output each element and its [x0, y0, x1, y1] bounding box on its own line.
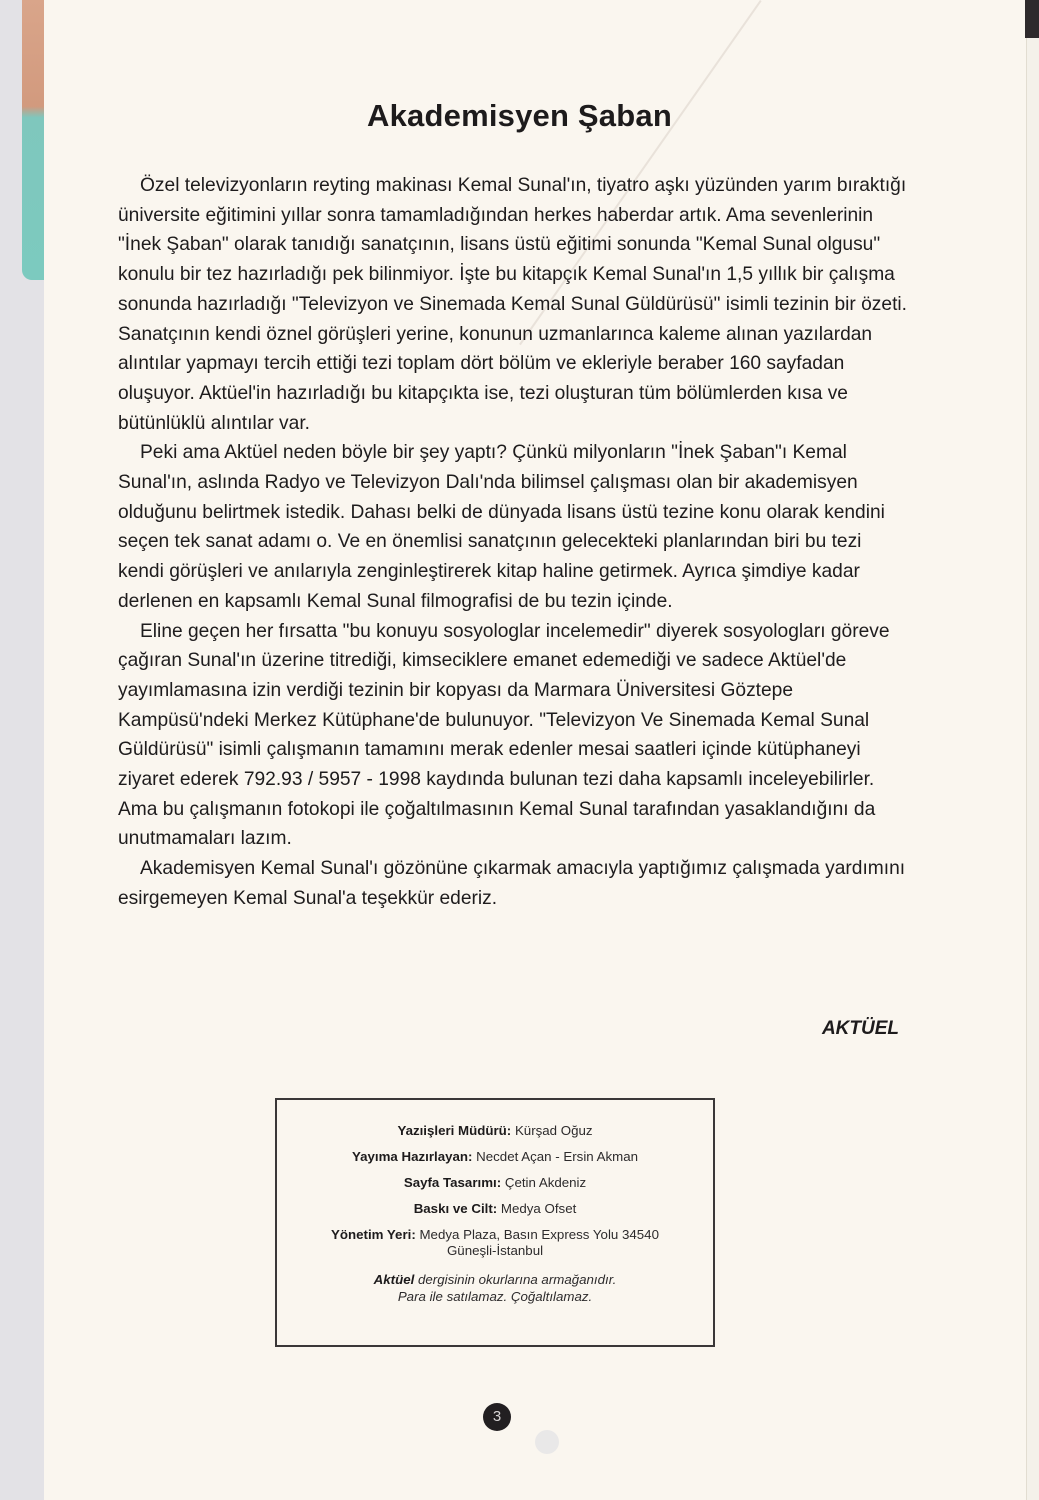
page-right-edge: [1026, 0, 1039, 1500]
note-line-1: dergisinin okurlarına armağanıdır.: [418, 1272, 617, 1287]
credit-label: Yayıma Hazırlayan:: [351, 1149, 473, 1164]
article-signature: AKTÜEL: [821, 1018, 899, 1039]
credit-value: Necdet Açan - Ersin Akman: [476, 1149, 639, 1164]
credit-page-design: [277, 1175, 713, 1191]
note-brand: Aktüel: [373, 1272, 415, 1287]
article-body: [118, 171, 910, 914]
credit-value: Medya Plaza, Basın Express Yolu 34540: [419, 1227, 659, 1242]
article-title: Akademisyen Şaban: [367, 98, 672, 133]
credit-value: Medya Ofset: [500, 1201, 577, 1216]
credit-value: Çetin Akdeniz: [504, 1175, 587, 1190]
credits-note: [277, 1271, 713, 1305]
credit-label: Yönetim Yeri:: [331, 1227, 416, 1242]
credit-value-line2: Güneşli-İstanbul: [446, 1243, 544, 1258]
credit-label: Baskı ve Cilt:: [413, 1201, 498, 1216]
credit-label: Sayfa Tasarımı:: [403, 1175, 502, 1190]
paragraph-3: Eline geçen her fırsatta "bu konuyu sosyologlar incelemedir" diyerek sosyologları göreve çağıran Sunal'ın üzerine titrediği, kimseciklere emanet edemediği ve sadece Aktüel'de yayımlamasına izin verdiği tezinin bir kopyası da Marmara Üniversitesi Göztepe Kampüsü'ndeki Merkez Kütüphane'de bulunuyor. "Televizyon Ve Sinemada Kemal Sunal Güldürüsü" isimli çalışmanın tamamını merak edenler mesai saatleri içinde kütüphaneyi ziyaret ederek 792.93 / 5957 - 1998 kaydında bulunan tezi daha kapsamlı inceleyebilirler. Ama bu çalışmanın fotokopi ile çoğaltılmasının Kemal Sunal tarafından yasaklandığını da unutmamaları lazım.: [118, 620, 890, 850]
credit-value: Kürşad Oğuz: [514, 1123, 593, 1138]
credit-printing: [277, 1201, 713, 1217]
paragraph-1: Özel televizyonların reyting makinası Kemal Sunal'ın, tiyatro aşkı yüzünden yarım bıraktığı üniversite eğitimini yıllar sonra tamamladığından herkes haberdar artık. Ama sevenlerinin "İnek Şaban" olarak tanıdığı sanatçının, lisans üstü eğitimi sonunda "Kemal Sunal olgusu" konulu bir tez hazırladığı pek bilinmiyor. İşte bu kitapçık Kemal Sunal'ın 1,5 yıllık bir çalışma sonunda hazırladığı "Televizyon ve Sinemada Kemal Sunal Güldürüsü" isimli tezinin bir özeti. Sanatçının kendi öznel görüşleri yerine, konunun uzmanlarınca kaleme alınan yazılardan alıntılar yapmayı tercih ettiği tezi toplam dört bölüm ve ekleriyle beraber 160 sayfadan oluşuyor. Aktüel'in hazırladığı bu kitapçıkta ise, tezi oluşturan tüm bölümlerden kısa ve bütünlüklü alıntılar var.: [118, 175, 907, 434]
credit-label: Yazıişleri Müdürü:: [397, 1123, 512, 1138]
paragraph-4: Akademisyen Kemal Sunal'ı gözönüne çıkarmak amacıyla yaptığımız çalışmada yardımını esirgemeyen Kemal Sunal'a teşekkür ederiz.: [118, 858, 906, 909]
scan-corner-dark: [1025, 0, 1039, 38]
credits-box: [275, 1098, 715, 1347]
bleed-through-circle: [535, 1430, 559, 1454]
paragraph-2: Peki ama Aktüel neden böyle bir şey yaptı? Çünkü milyonların "İnek Şaban"ı Kemal Sunal'ın, aslında Radyo ve Televizyon Dalı'nda bilimsel çalışması olan bir akademisyen olduğunu belirtmek istedik. Dahası belki de dünyada lisans üstü tezine konu olarak kendini seçen tek sanat adamı o. Ve en önemlisi sanatçının gelecekteki planlarından biri bu tezi kendi görüşleri ve anılarıyla zenginleştirerek kitap haline getirmek. Ayrıca şimdiye kadar derlenen en kapsamlı Kemal Sunal filmografisi de bu tezin içinde.: [118, 442, 885, 612]
page-number-badge: 3: [483, 1403, 511, 1431]
credit-editor: [277, 1123, 713, 1139]
credit-management-address: [277, 1227, 713, 1259]
note-line-2: Para ile satılamaz. Çoğaltılamaz.: [397, 1289, 593, 1304]
credit-prepared-by: [277, 1149, 713, 1165]
